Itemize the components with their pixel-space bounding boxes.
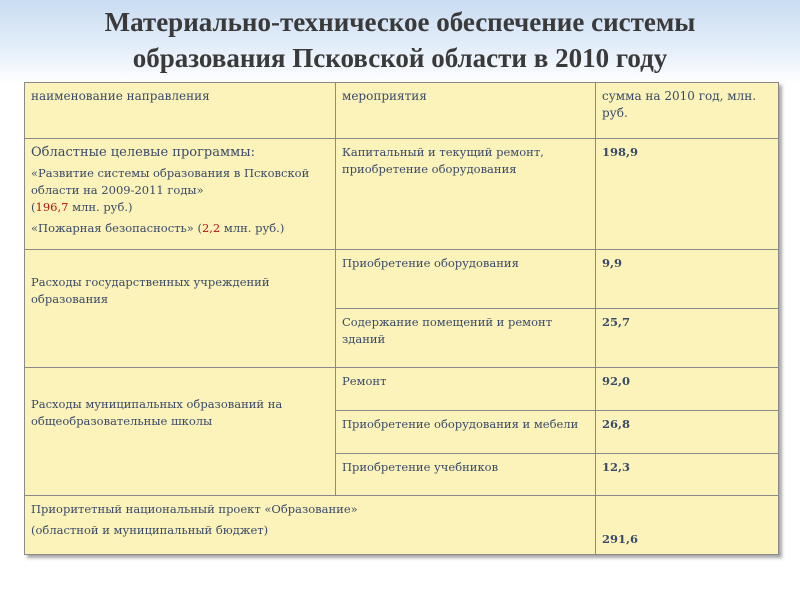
title-line-1: Материально-техническое обеспечение системы (104, 7, 696, 37)
municipal-sum-2: 26,8 (596, 411, 779, 454)
regional-programs-label: Областные целевые программы: (31, 145, 255, 160)
program-development-amount: 196,7 (35, 200, 69, 214)
state-sum-1: 9,9 (596, 250, 779, 309)
state-measure-2: Содержание помещений и ремонт зданий (336, 309, 596, 368)
table-row (25, 250, 779, 309)
regional-sum: 198,9 (596, 139, 779, 250)
funding-table (24, 82, 779, 555)
page-title (0, 4, 800, 76)
program-fire-safety-amount: 2,2 (201, 221, 221, 235)
program-development: «Развитие системы образования в Псковской области на 2009-2011 годы» (196,7 млн. руб.) (31, 166, 310, 214)
program-fire-safety: «Пожарная безопасность» (2,2 млн. руб.) (31, 221, 285, 235)
table-row (25, 368, 779, 411)
state-measure-1: Приобретение оборудования (336, 250, 596, 309)
regional-measure: Капитальный и текущий ремонт, приобретение оборудования (336, 139, 596, 250)
national-project-cell (25, 496, 596, 555)
municipal-label: Расходы муниципальных образований на общеобразовательные школы (25, 368, 336, 496)
table-row (25, 496, 779, 555)
municipal-measure-2: Приобретение оборудования и мебели (336, 411, 596, 454)
national-project-name: Приоритетный национальный проект «Образование» (31, 502, 358, 516)
state-sum-2: 25,7 (596, 309, 779, 368)
header-measures: мероприятия (336, 83, 596, 139)
table-header-row (25, 83, 779, 139)
municipal-sum-3: 12,3 (596, 454, 779, 496)
header-direction: наименование направления (25, 83, 336, 139)
state-institutions-label: Расходы государственных учреждений образования (25, 250, 336, 368)
header-sum: сумма на 2010 год, млн. руб. (596, 83, 779, 139)
municipal-measure-3: Приобретение учебников (336, 454, 596, 496)
municipal-measure-1: Ремонт (336, 368, 596, 411)
regional-programs-cell (25, 139, 336, 250)
national-project-budget: (областной и муниципальный бюджет) (31, 523, 269, 537)
national-sum: 291,6 (596, 496, 779, 555)
title-line-2: образования Псковской области в 2010 году (132, 43, 668, 73)
table-row (25, 139, 779, 250)
municipal-sum-1: 92,0 (596, 368, 779, 411)
program-development-name: «Развитие системы образования в Псковской области на 2009-2011 годы» (31, 166, 310, 197)
